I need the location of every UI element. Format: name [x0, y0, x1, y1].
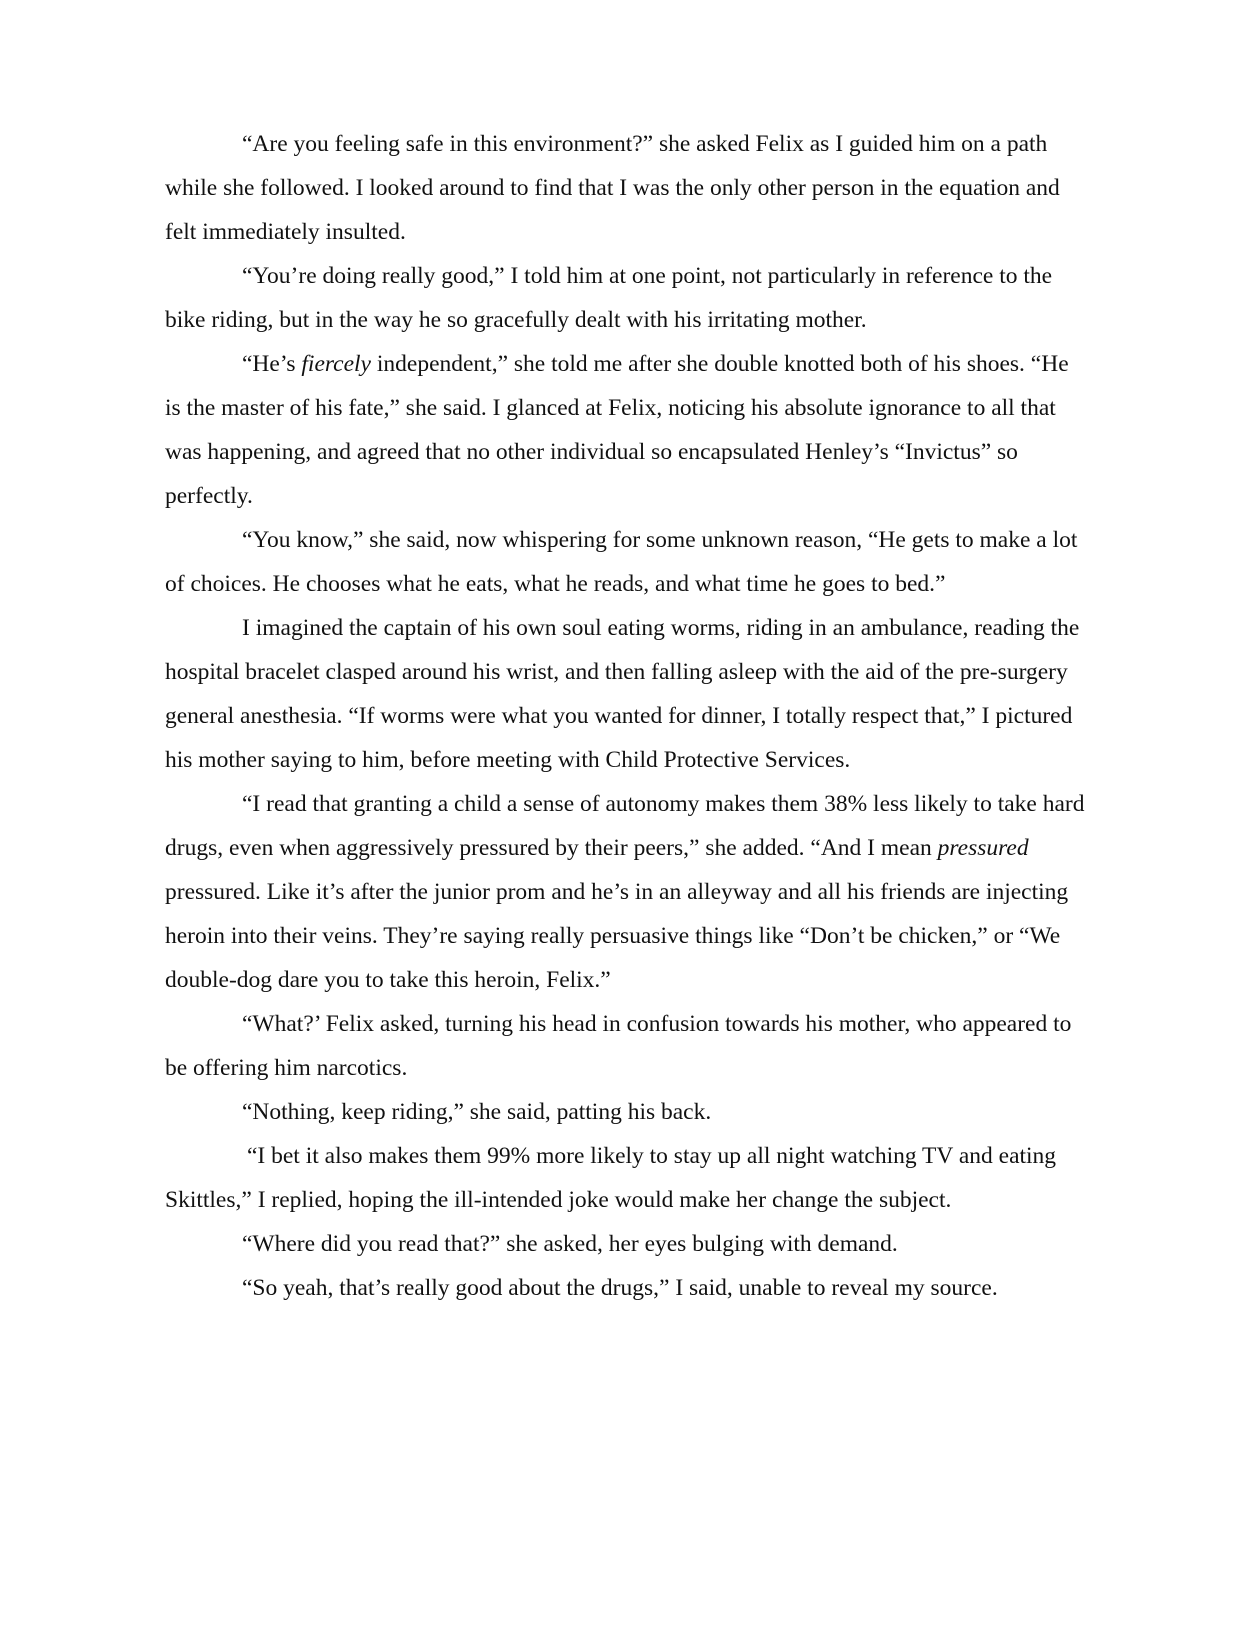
paragraph-text: “Where did you read that?” she asked, her eyes bulging with demand. [242, 1231, 898, 1257]
paragraph-6 [165, 782, 1085, 1002]
paragraph-10 [165, 1222, 1085, 1266]
paragraph-7 [165, 1002, 1085, 1090]
paragraph-text: “He’s [242, 351, 302, 377]
paragraph-8 [165, 1090, 1085, 1134]
paragraph-text: “Nothing, keep riding,” she said, patting his back. [242, 1099, 712, 1125]
paragraph-text: I imagined the captain of his own soul eating worms, riding in an ambulance, reading the hospital bracelet clasped around his wrist, and then falling asleep with the aid of the pre-surgery general anesthesia. “If worms were what you wanted for dinner, I totally respect that,” I pictured his mother saying to him, before meeting with Child Protective Services. [165, 615, 1080, 773]
emphasis-text: fiercely [301, 351, 371, 377]
paragraph-11 [165, 1266, 1085, 1310]
paragraph-text: “I read that granting a child a sense of autonomy makes them 38% less likely to take hard drugs, even when aggressively pressured by their peers,” she added. “And I mean [165, 791, 1085, 861]
paragraph-9 [165, 1134, 1085, 1222]
paragraph-text: pressured. Like it’s after the junior prom and he’s in an alleyway and all his friends are injecting heroin into their veins. They’re saying really persuasive things like “Don’t be chicken,” or “We double-dog dare you to take this heroin, Felix.” [165, 879, 1069, 993]
document-page [165, 122, 1085, 1310]
paragraph-2 [165, 254, 1085, 342]
paragraph-3 [165, 342, 1085, 518]
paragraph-1 [165, 122, 1085, 254]
paragraph-text: “What?’ Felix asked, turning his head in confusion towards his mother, who appeared to be offering him narcotics. [165, 1011, 1072, 1081]
paragraph-text: “I bet it also makes them 99% more likely to stay up all night watching TV and eating Skittles,” I replied, hoping the ill-intended joke would make her change the subject. [165, 1143, 1057, 1213]
paragraph-4 [165, 518, 1085, 606]
paragraph-text: independent,” she told me after she double knotted both of his shoes. “He is the master of his fate,” she said. I glanced at Felix, noticing his absolute ignorance to all that was happening, and agreed that no other individual so encapsulated Henley’s “Invictus” so perfectly. [165, 351, 1069, 509]
emphasis-text: pressured [937, 835, 1029, 861]
paragraph-text: “You know,” she said, now whispering for some unknown reason, “He gets to make a lot of choices. He chooses what he eats, what he reads, and what time he goes to bed.” [165, 527, 1078, 597]
paragraph-text: “Are you feeling safe in this environment?” she asked Felix as I guided him on a path while she followed. I looked around to find that I was the only other person in the equation and felt immediately insulted. [165, 131, 1060, 245]
paragraph-text: “So yeah, that’s really good about the drugs,” I said, unable to reveal my source. [242, 1275, 998, 1301]
paragraph-5 [165, 606, 1085, 782]
paragraph-text: “You’re doing really good,” I told him at one point, not particularly in reference to the bike riding, but in the way he so gracefully dealt with his irritating mother. [165, 263, 1053, 333]
